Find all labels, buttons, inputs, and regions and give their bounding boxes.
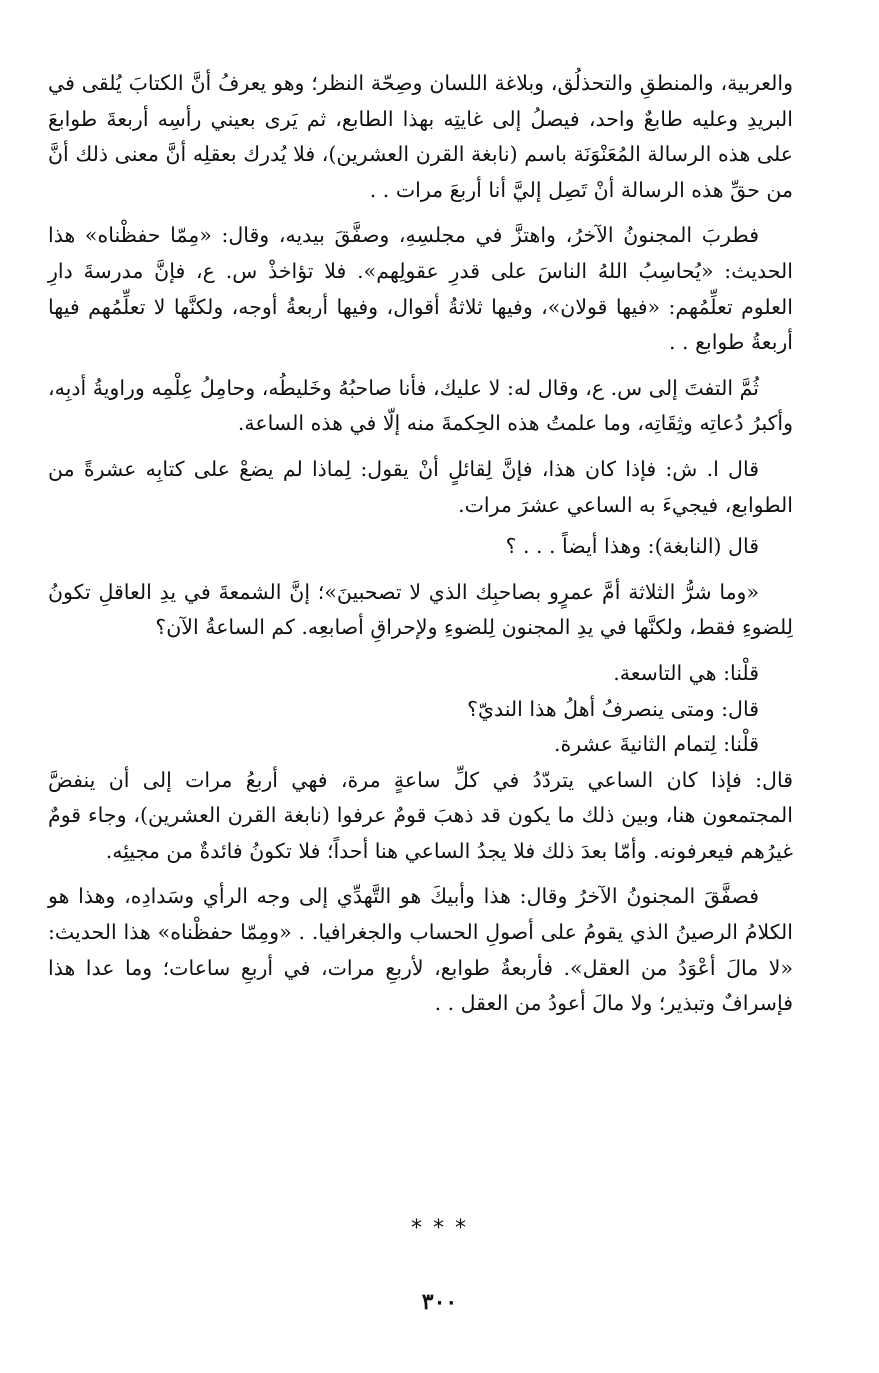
paragraph: ثُمَّ التفتَ إلى س. ع، وقال له: لا عليك، فأنا صاحبُهُ وخَليطُه، وحامِلُ عِلْمِه وراويةُ أدبِه، وأكبرُ دُعاتِه وثِقَاتِه، وما علمتُ هذه الحِكمةَ منه إلّا في هذه الساعة.	[48, 375, 793, 436]
paragraph: قال: فإذا كان الساعي يتردّدُ في كلِّ ساعةٍ مرة، فهي أربعُ مرات إلى أن ينفضَّ المجتمعون هنا، وبين ذلك ما يكون قد ذهبَ قومٌ عرفوا (نابغة القرن العشرين)، وجاء قومٌ غيرُهم فيعرفونه. وأمّا بعدَ ذلك فلا يجدُ الساعي هنا أحداً؛ فلا تكونُ فائدةٌ من مجيئِه.	[48, 767, 793, 863]
section-separator: * * *	[411, 1216, 468, 1241]
body-text	[48, 66, 793, 1022]
paragraph: قال (النابغة): وهذا أيضاً . . . ؟	[505, 534, 759, 559]
paragraph: فصفَّقَ المجنونُ الآخرُ وقال: هذا وأبيكَ هو التَّهدِّي إلى وجه الرأي وسَدادِه، وهذا هو الكلامُ الرصينُ الذي يقومُ على أصولِ الحساب والجغرافيا. . «ومِمّا حفظْناه» هذا الحديث: «لا مالَ أعْوَدُ من العقل». فأربعةُ طوابع، لأربعِ مرات، في أربعِ ساعات؛ وما عدا هذا فإسرافٌ وتبذير؛ ولا مالَ أعودُ من العقل . .	[48, 884, 793, 1016]
paragraph: قال ا. ش: فإذا كان هذا، فإنَّ لِقائلٍ أنْ يقول: لِماذا لم يضعْ على كتابِه عشرةً من الطوابع، فيجيءَ به الساعي عشرَ مرات.	[48, 456, 793, 517]
paragraph: «وما شرُّ الثلاثة أمَّ عمرٍو بصاحبِك الذي لا تصحبينَ»؛ إنَّ الشمعةَ في يدِ العاقلِ تكونُ لِلضوءِ فقط، ولكنَّها في يدِ المجنون لِلضوءِ ولإحراقِ أصابعِه. كم الساعةُ الآن؟	[48, 579, 793, 640]
page-number: ٣٠٠	[421, 1289, 458, 1315]
paragraph: فطربَ المجنونُ الآخرُ، واهتزَّ في مجلسِهِ، وصفَّقَ بيديه، وقال: «مِمّا حفظْناه» هذا الحديث: «يُحاسِبُ اللهُ الناسَ على قدرِ عقولِهم». فلا تؤاخذْ س. ع، فإنَّ مدرسةَ دارِ العلوم تعلِّمُهم: «فيها قولان»، وفيها ثلاثةُ أقوال، وفيها أربعةُ أوجه، ولكنَّها لا تعلِّمُهم فيها أربعةُ طوابع . .	[48, 223, 793, 355]
paragraph: قال: ومتى ينصرفُ أهلُ هذا النديّ؟	[467, 696, 759, 721]
paragraph: قلْنا: هي التاسعة.	[613, 660, 759, 685]
paragraph: قلْنا: لِتمام الثانيةَ عشرة.	[553, 732, 759, 757]
paragraph: والعربية، والمنطقِ والتحذلُق، وبلاغة اللسان وصِحّة النظر؛ وهو يعرفُ أنَّ الكتابَ يُلقى في البريدِ وعليه طابعٌ واحد، فيصلُ إلى غايتِه بهذا الطابع، ثم يَرى بعيني رأسِه أربعةَ طوابعَ على هذه الرسالة المُعَنْوَنَة باسم (نابغة القرن العشرين)، فلا يُدرك بعقلِه أنَّ معنى ذلك أنَّ من حقِّ هذه الرسالة أنْ تَصِل إليَّ أنا أربعَ مرات . .	[48, 71, 793, 202]
